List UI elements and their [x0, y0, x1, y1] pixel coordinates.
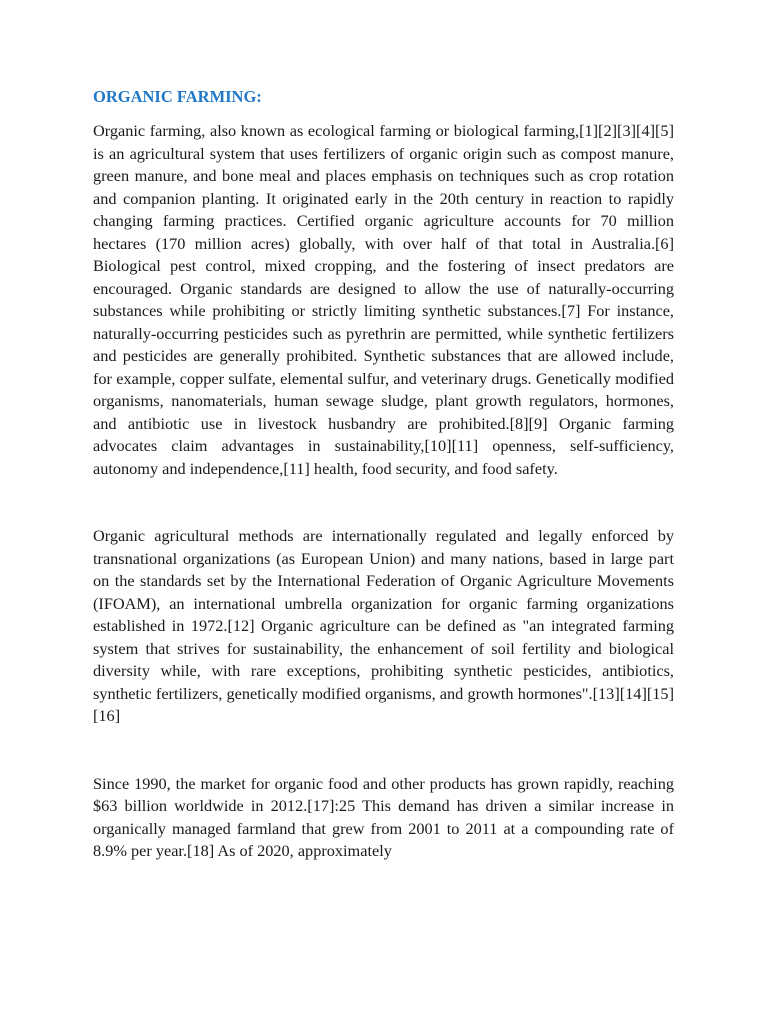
- paragraph-organic-farming-definition: Organic farming, also known as ecological farming or biological farming,[1][2][3][4][5] is an agricultural system that uses fertilizers of organic origin such as compost manure, green manure, and bone meal and places emphasis on techniques such as crop rotation and companion planting. It originated early in the 20th century in reaction to rapidly changing farming practices. Certified organic agriculture accounts for 70 million hectares (170 million acres) globally, with over half of that total in Australia.[6] Biological pest control, mixed cropping, and the fostering of insect predators are encouraged. Organic standards are designed to allow the use of naturally-occurring substances while prohibiting or strictly limiting synthetic substances.[7] For instance, naturally-occurring pesticides such as pyrethrin are permitted, while synthetic fertilizers and pesticides are generally prohibited. Synthetic substances that are allowed include, for example, copper sulfate, elemental sulfur, and veterinary drugs. Genetically modified organisms, nanomaterials, human sewage sludge, plant growth regulators, hormones, and antibiotic use in livestock husbandry are prohibited.[8][9] Organic farming advocates claim advantages in sustainability,[10][11] openness, self-sufficiency, autonomy and independence,[11] health, food security, and food safety.: [93, 121, 674, 478]
- paragraph-market-growth: Since 1990, the market for organic food and other products has grown rapidly, reaching $63 billion worldwide in 2012.[17]:25 This demand has driven a similar increase in organically managed farmland that grew from 2001 to 2011 at a compounding rate of 8.9% per year.[18] As of 2020, approximately: [93, 773, 674, 860]
- paragraph-regulation: Organic agricultural methods are internationally regulated and legally enforced by transnational organizations (as European Union) and many nations, based in large part on the standards set by the International Federation of Organic Agriculture Movements (IFOAM), an international umbrella organization for organic farming organizations established in 1972.[12] Organic agriculture can be defined as "an integrated farming system that strives for sustainability, the enhancement of soil fertility and biological diversity while, with rare exceptions, prohibiting synthetic pesticides, antibiotics, synthetic fertilizers, genetically modified organisms, and growth hormones".[13][14][15][16]: [93, 526, 674, 725]
- section-heading: ORGANIC FARMING:: [93, 87, 262, 106]
- document-body: [93, 86, 674, 863]
